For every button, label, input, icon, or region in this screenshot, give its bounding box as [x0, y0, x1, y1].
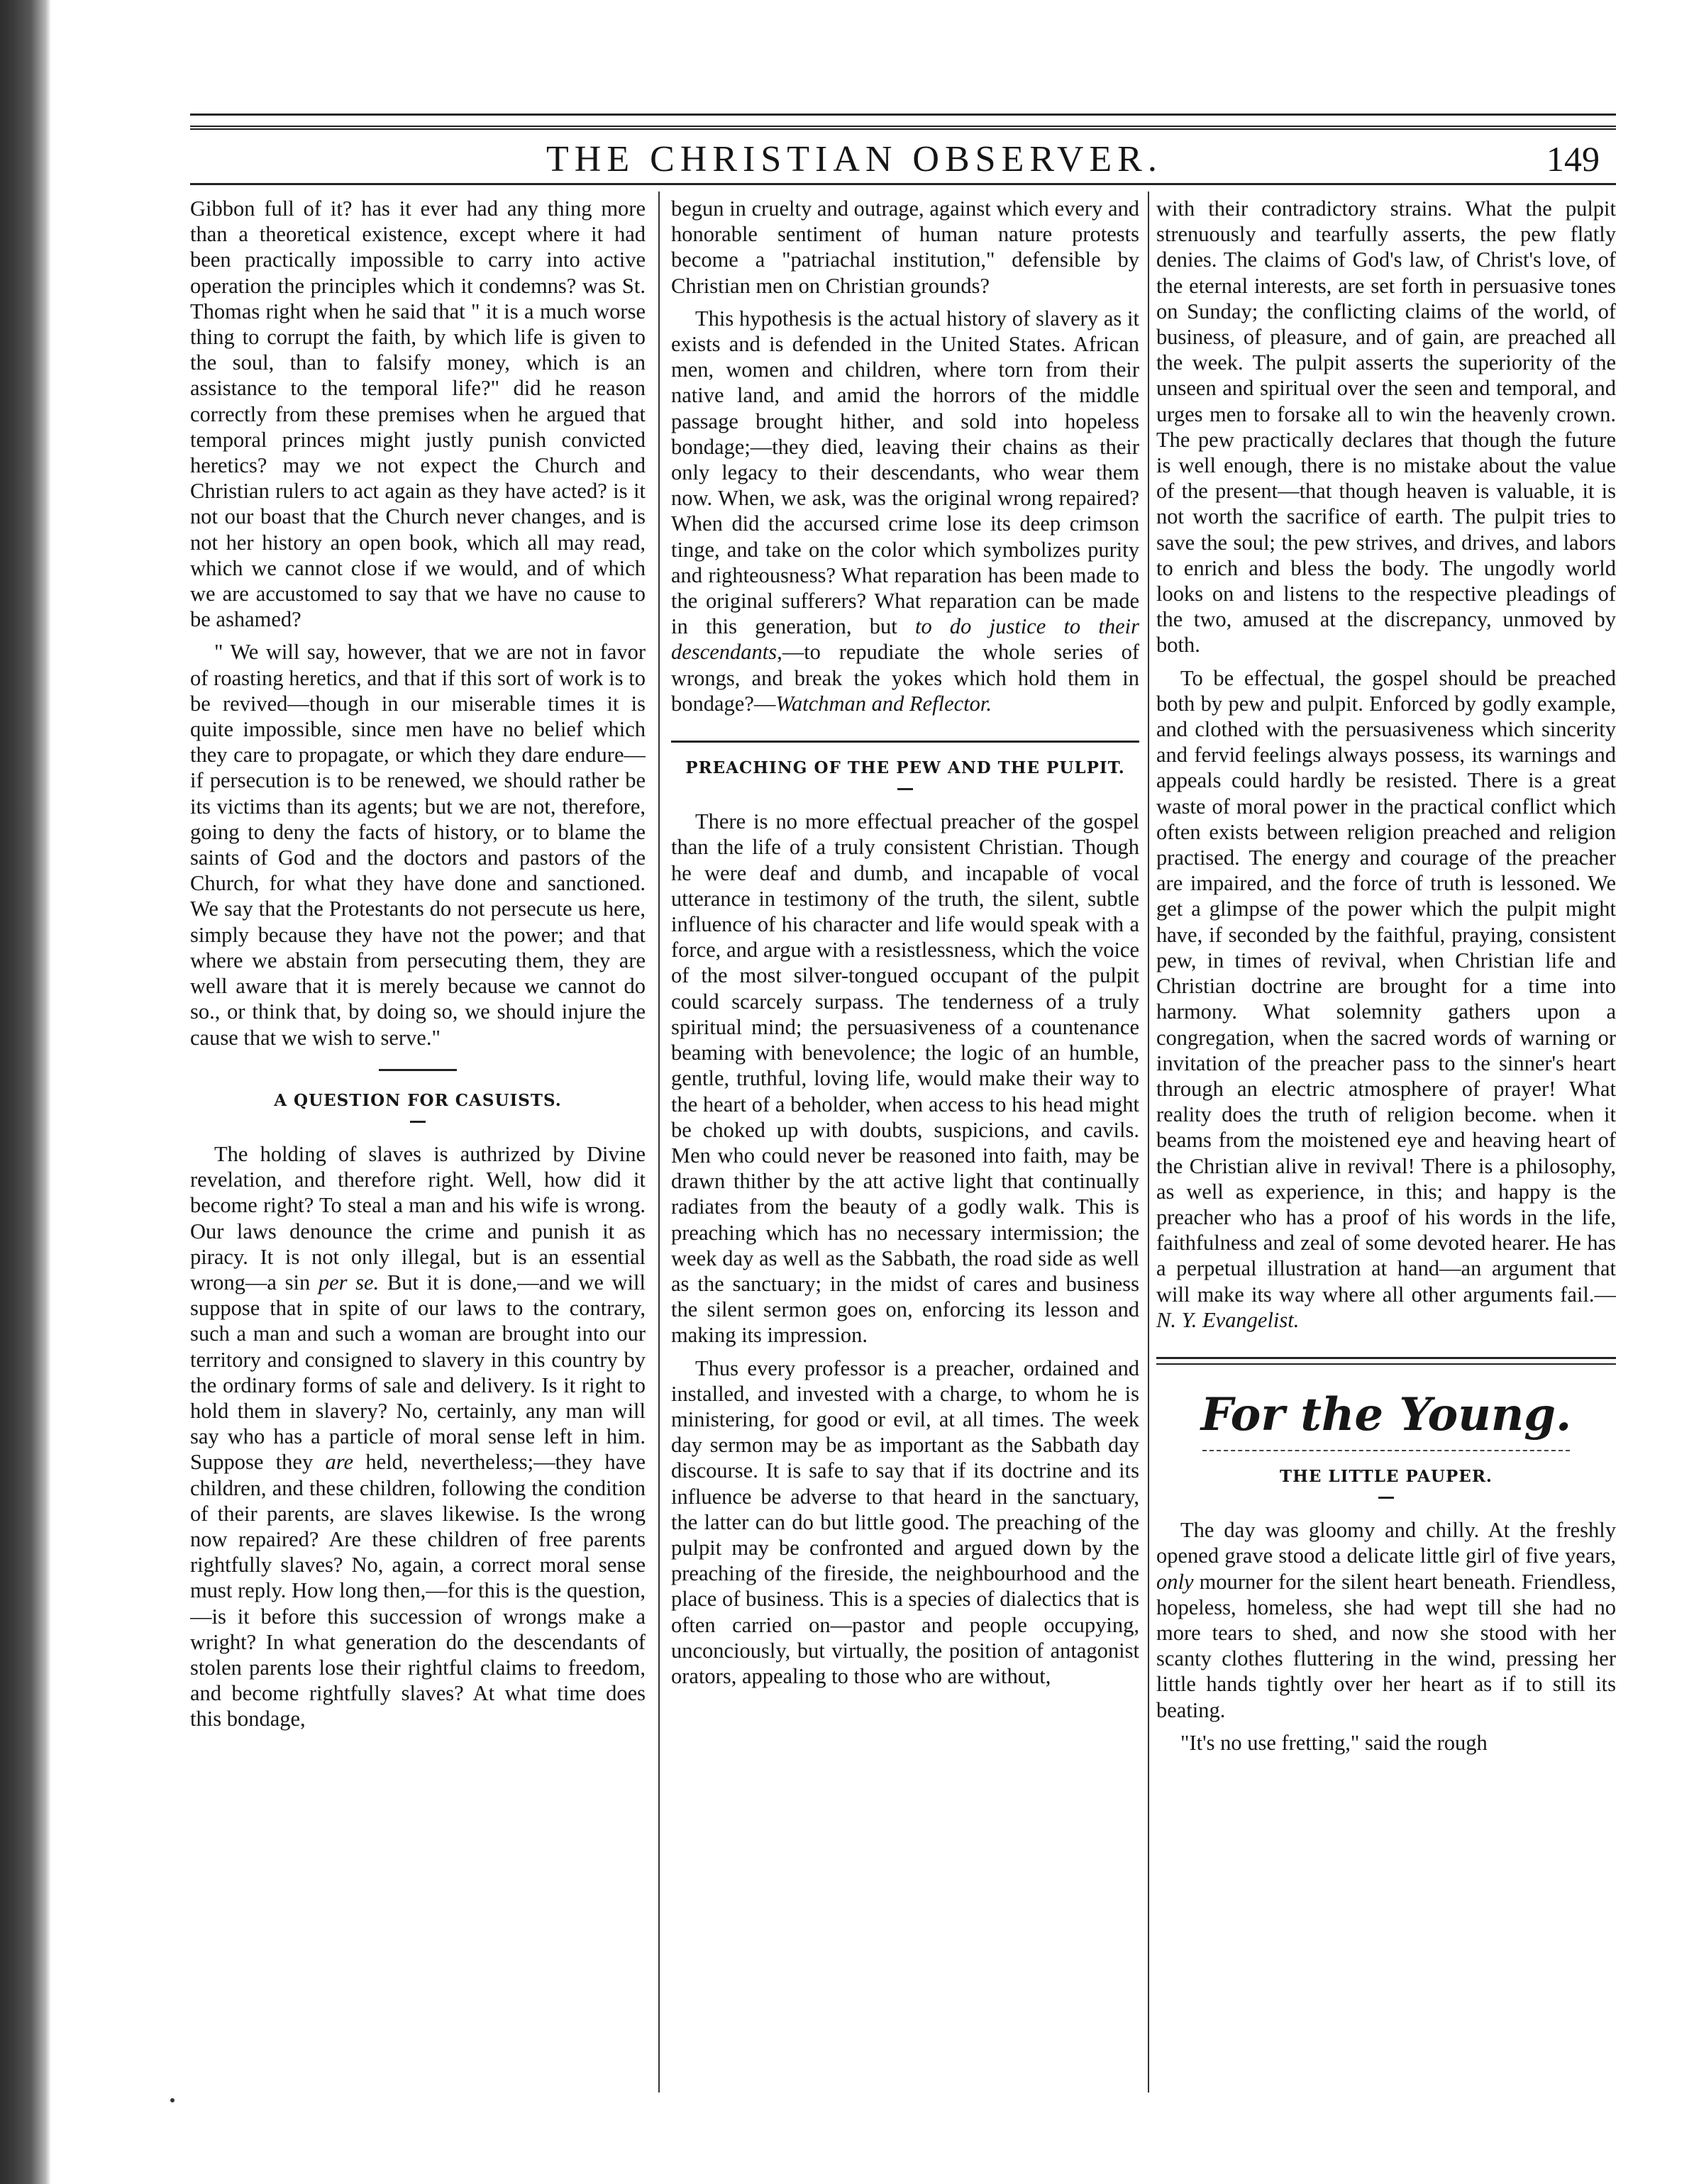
section-divider — [671, 741, 1139, 743]
paragraph: " We will say, however, that we are not in favor of roasting heretics, and that if this sort of work is to be revived—though in our miserable times it is quite impossible, since men have no belief which they care to propagate, or which they dare endure—if persecution is to be renewed, we should rather be its victims than its agents; but we are not, therefore, going to deny the facts of history, or to blame the saints of God and the doctors and pastors of the Church, for what they have done and sanctioned. We say that the Protestants do not persecute us here, simply because they have not the power; and that where we abstain from persecuting them, they are well aware that it is merely because we cannot do so., or think that, by doing so, we should injure the cause that we wish to serve." — [190, 640, 646, 1050]
paragraph: Thus every professor is a preacher, ordained and installed, and invested with a charge, to whom he is ministering, for good or evil, at all times. The week day sermon may be as important as the Sabbath day discourse. It is safe to say that if its doctrine and its influence be adverse to that heard in the sanctuary, the latter can do but little good. The preaching of the pulpit may be confronted and argued down by the preaching of the fireside, the neighbourhood and the place of business. This is a species of dialectics that is often carried on—pastor and people occupying, unconciously, but virtually, the position of antagonist orators, appealing to those who are without, — [671, 1356, 1139, 1688]
header-bottom-rule — [190, 183, 1616, 185]
section-divider-thin — [1156, 1363, 1616, 1365]
article-heading-little-pauper: THE LITTLE PAUPER. — [1280, 1466, 1493, 1486]
column-divider-2 — [1148, 192, 1149, 2092]
ornamental-rule — [1202, 1450, 1570, 1451]
paragraph: Gibbon full of it? has it ever had any thing more than a theoretical existence, except where it had been practically impossible to carry into active operation the principles which it condemns? was St. Thomas right when he said that " it is a much worse thing to corrupt the faith, by which life is given to the soul, than to falsify money, which is an assistance to the temporal life?" did he reason correctly from these premises when he argued that temporal princes might justly punish convicted heretics? may we not expect the Church and Christian rulers to act again as they have acted? is it not our boast that the Church never changes, and is not her history an open book, which all may read, which we cannot close if we would, and of which we are accustomed to say that we have no cause to be ashamed? — [190, 196, 646, 632]
section-title-for-the-young: For the Young. — [1200, 1387, 1572, 1441]
paragraph: "It's no use fretting," said the rough — [1180, 1730, 1488, 1755]
section-divider — [1156, 1357, 1616, 1359]
heading-dash — [410, 1121, 426, 1123]
header-top-rule — [190, 113, 1616, 130]
heading-dash — [897, 788, 913, 790]
column-divider-1 — [658, 192, 660, 2092]
source-attribution: N. Y. Evangelist. — [1156, 1307, 1300, 1332]
paragraph: The day was gloomy and chilly. At the freshly opened grave stood a delicate little girl of five years, only mourner for the silent heart beneath. Friendless, hopeless, homeless, she had wept till she had no more tears to shed, and now she stood with her scanty clothes fluttering in the wind, pressing her little hands tightly over her heart as if to still its beating. — [1156, 1518, 1616, 1722]
paragraph: To be effectual, the gospel should be preached both by pew and pulpit. Enforced by godly example, and clothed with the persuasiveness which sincerity and fervid feelings always possess, its warnings and appeals could hardly be resisted. There is a great waste of moral power in the practical conflict which often exists between religion preached and religion practised. The energy and courage of the preacher are impaired, and the force of truth is lessoned. We get a glimpse of the power which the pulpit might have, if seconded by the faithful, praying, consistent pew, in times of revival, when Christian life and Christian doctrine are brought for a time into harmony. What solemnity gathers upon a congregation, when the sacred words of warning or invitation of the preacher pass to the sinner's heart through an electric atmosphere of prayer! What reality does the truth of religion become. when it beams from the moistened eye and heaving heart of the Christian alive in revival! There is a philosophy, as well as experience, in this; and happy is the preacher who has a proof of his words in the life, faithfulness and zeal of some devoted hearer. He has a perpetual illustration at hand—an argument that will make its way where all other arguments fail.—N. Y. Evangelist. — [1156, 665, 1616, 1332]
paragraph: The holding of slaves is authrized by Divine revelation, and therefore right. Well, how did it become right? To steal a man and his wife is wrong. Our laws denounce the crime and punish it as piracy. It is not only illegal, but is an essential wrong—a sin per se. But it is done,—and we will suppose that in spite of our laws to the contrary, such a man and such a woman are brought into our territory and consigned to slavery in this country by the ordinary forms of sale and delivery. Is it right to hold them in slavery? No, certainly, any man will say who has a particle of moral sense left in him. Suppose they are held, nevertheless;—they have children, and these children, following the condition of their parents, are slaves likewise. Is the wrong now repaired? Are these children of free parents rightfully slaves? No, again, a correct moral sense must reply. How long then,—for this is the question,—is it before this succession of wrongs make a wright? In what generation do the descendants of stolen parents lose their rightful claims to freedom, and become rightfully slaves? At what time does this bondage, — [190, 1141, 646, 1731]
paragraph: with their contradictory strains. What the pulpit strenuously and tearfully asserts, the pew flatly denies. The claims of God's law, of Christ's love, of the eternal interests, are set forth in persuasive tones on Sunday; the conflicting claims of the world, of business, of pleasure, and of gain, are preached all the week. The pulpit asserts the superiority of the unseen and spiritual over the seen and temporal, and urges men to forsake all to win the heavenly crown. The pew practically declares that though the future is well enough, there is no mistake about the value of the present—that though heaven is valuable, it is not worth the sacrifice of earth. The pulpit tries to save the soul; the pew strives, and drives, and labors to enrich and bless the body. The ungodly world looks on and listens to the respective pleadings of the two, amused at the discrepancy, unmoved by both. — [1156, 196, 1616, 658]
heading-dash — [1378, 1497, 1394, 1499]
source-attribution: Watchman and Reflector. — [775, 691, 992, 716]
section-divider — [379, 1069, 457, 1071]
page-number: 149 — [1546, 139, 1600, 179]
column-1 — [190, 196, 646, 2097]
column-2 — [671, 196, 1139, 2097]
paragraph: This hypothesis is the actual history of slavery as it exists and is defended in the United States. African men, women and children, where torn from their native land, and amid the horrors of the middle passage brought hither, and sold into hopeless bondage;—they died, leaving their chains as their only legacy to their descendants, who wear them now. When, we ask, was the original wrong repaired? When did the accursed crime lose its deep crimson tinge, and take on the color which symbolizes purity and righteousness? What reparation has been made to the original sufferers? What reparation can be made in this generation, but to do justice to their descendants,—to repudiate the whole series of wrongs, and break the yokes which hold them in bondage?—Watchman and Reflector. — [671, 306, 1139, 716]
paragraph: begun in cruelty and outrage, against which every and honorable sentiment of human nature protests become a "patriachal institution," defensible by Christian men on Christian grounds? — [671, 196, 1139, 298]
print-speck — [170, 2098, 175, 2102]
page-binding-edge — [0, 0, 51, 2184]
paragraph: There is no more effectual preacher of the gospel than the life of a truly consistent Christian. Though he were deaf and dumb, and incapable of vocal utterance in testimony of the truth, the silent, subtle influence of his character and life would speak with a force, and argue with a resistlessness, which the voice of the most silver-tongued occupant of the pulpit could scarcely surpass. The tenderness of a truly spiritual mind; the persuasiveness of a countenance beaming with benevolence; the logic of an humble, gentle, truthful, loving life, would make their way to the heart of a beholder, when access to his head might be choked up with doubts, suspicions, and cavils. Men who could never be reasoned into faith, may be drawn thither by the att active light that continually radiates from the beauty of a godly walk. This is preaching which has no necessary intermission; the week day as well as the Sabbath, the road side as well as the sanctuary; in the midst of cares and business the silent sermon goes on, enforcing its lesson and making its impression. — [671, 809, 1139, 1348]
article-heading-pew-pulpit: PREACHING OF THE PEW AND THE PULPIT. — [685, 758, 1125, 778]
article-heading-casuists: A QUESTION FOR CASUISTS. — [274, 1090, 562, 1110]
masthead-title: THE CHRISTIAN OBSERVER. — [546, 139, 1163, 179]
column-3 — [1156, 196, 1616, 2097]
